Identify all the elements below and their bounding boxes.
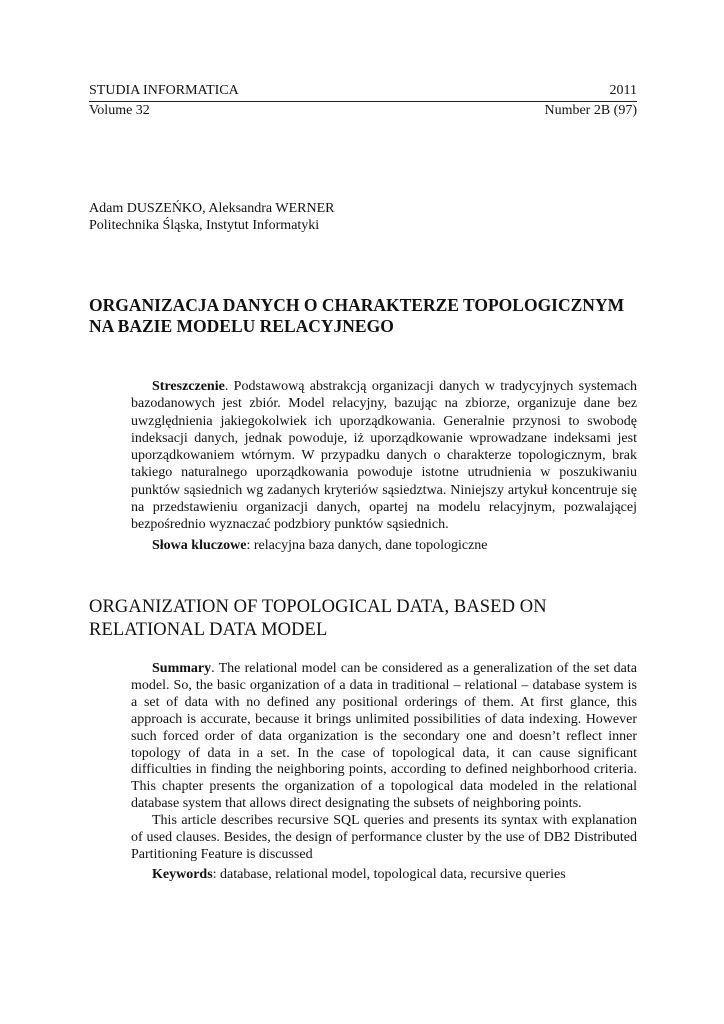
keywords-english (131, 867, 637, 884)
abstract-english-body (131, 661, 637, 813)
author-names: Adam DUSZEŃKO, Aleksandra WERNER (89, 201, 335, 216)
abstract-english-text: . The relational model can be considered as a generalization of the set data model. So, the basic organization of a data in traditional – relational – database system is a set of data with no defined any positional orderings of them. At first glance, this approach is accurate, because it brings unlimited possibilities of data indexing. However such forced order of data organization is the secondary one and doesn’t reflect inner topology of data in a set. In the case of topological data, it can cause significant difficulties in finding the neighboring points, according to defined neighborhood criteria. This chapter presents the organization of a topological data modeled in the relational database system that allows direct designating the subsets of neighboring points. (131, 661, 637, 812)
header-row-bottom (89, 102, 637, 120)
abstract-polish (131, 378, 637, 554)
keywords-english-label: Keywords (152, 866, 213, 882)
abstract-polish-text: . Podstawową abstrakcją organizacji danych w tradycyjnych systemach bazodanowych jest zbiór. Model relacyjny, bazując na zbiorze, organizuje dane bez uwzględnienia jakiegokolwiek ich uporządkowania. Generalnie przynosi to swobodę indeksacji danych, jednak powoduje, iż uporządkowanie wprowadzane indeksami jest uporządkowaniem wtórnym. W przypadku danych o charakterze topologicznym, brak takiego naturalnego uporządkowania powoduje istotne utrudnienia w poszukiwaniu punktów sąsiednich wg zadanych kryteriów sąsiedztwa. Niniejszy artykuł koncentruje się na przedstawieniu organizacji danych, opartej na modelu relacyjnym, pozwalającej bezpośrednio wyznaczać podzbiory punktów sąsiednich. (131, 379, 637, 533)
abstract-polish-body (131, 378, 637, 534)
title-english-line1: ORGANIZATION OF TOPOLOGICAL DATA, BASED ON (89, 597, 547, 617)
journal-year: 2011 (609, 83, 637, 98)
journal-number: Number 2B (97) (544, 103, 637, 118)
title-english-line2: RELATIONAL DATA MODEL (89, 620, 328, 640)
author-block (89, 200, 335, 234)
title-polish-line2: NA BAZIE MODELU RELACYJNEGO (89, 316, 394, 336)
title-polish (89, 295, 649, 337)
keywords-english-text: : database, relational model, topological data, recursive queries (212, 866, 566, 882)
title-english (89, 596, 649, 642)
keywords-polish-label: Słowa kluczowe (152, 537, 247, 553)
journal-volume: Volume 32 (89, 103, 150, 118)
abstract-english-label: Summary (152, 661, 212, 676)
keywords-polish-text: : relacyjna baza danych, dane topologiczne (246, 537, 488, 553)
abstract-english-paragraph2: This article describes recursive SQL queries and presents its syntax with explanation of used clauses. Besides, the design of performance cluster by the use of DB2 Distributed Partitioning Feature is discussed (131, 813, 637, 862)
abstract-polish-label: Streszczenie (152, 379, 225, 394)
author-affiliation: Politechnika Śląska, Instytut Informatyki (89, 218, 320, 233)
journal-name: STUDIA INFORMATICA (89, 83, 239, 98)
keywords-polish (131, 537, 637, 554)
abstract-english (131, 661, 637, 884)
title-polish-line1: ORGANIZACJA DANYCH O CHARAKTERZE TOPOLOGICZNYM (89, 295, 625, 315)
header-row-top (89, 82, 637, 102)
